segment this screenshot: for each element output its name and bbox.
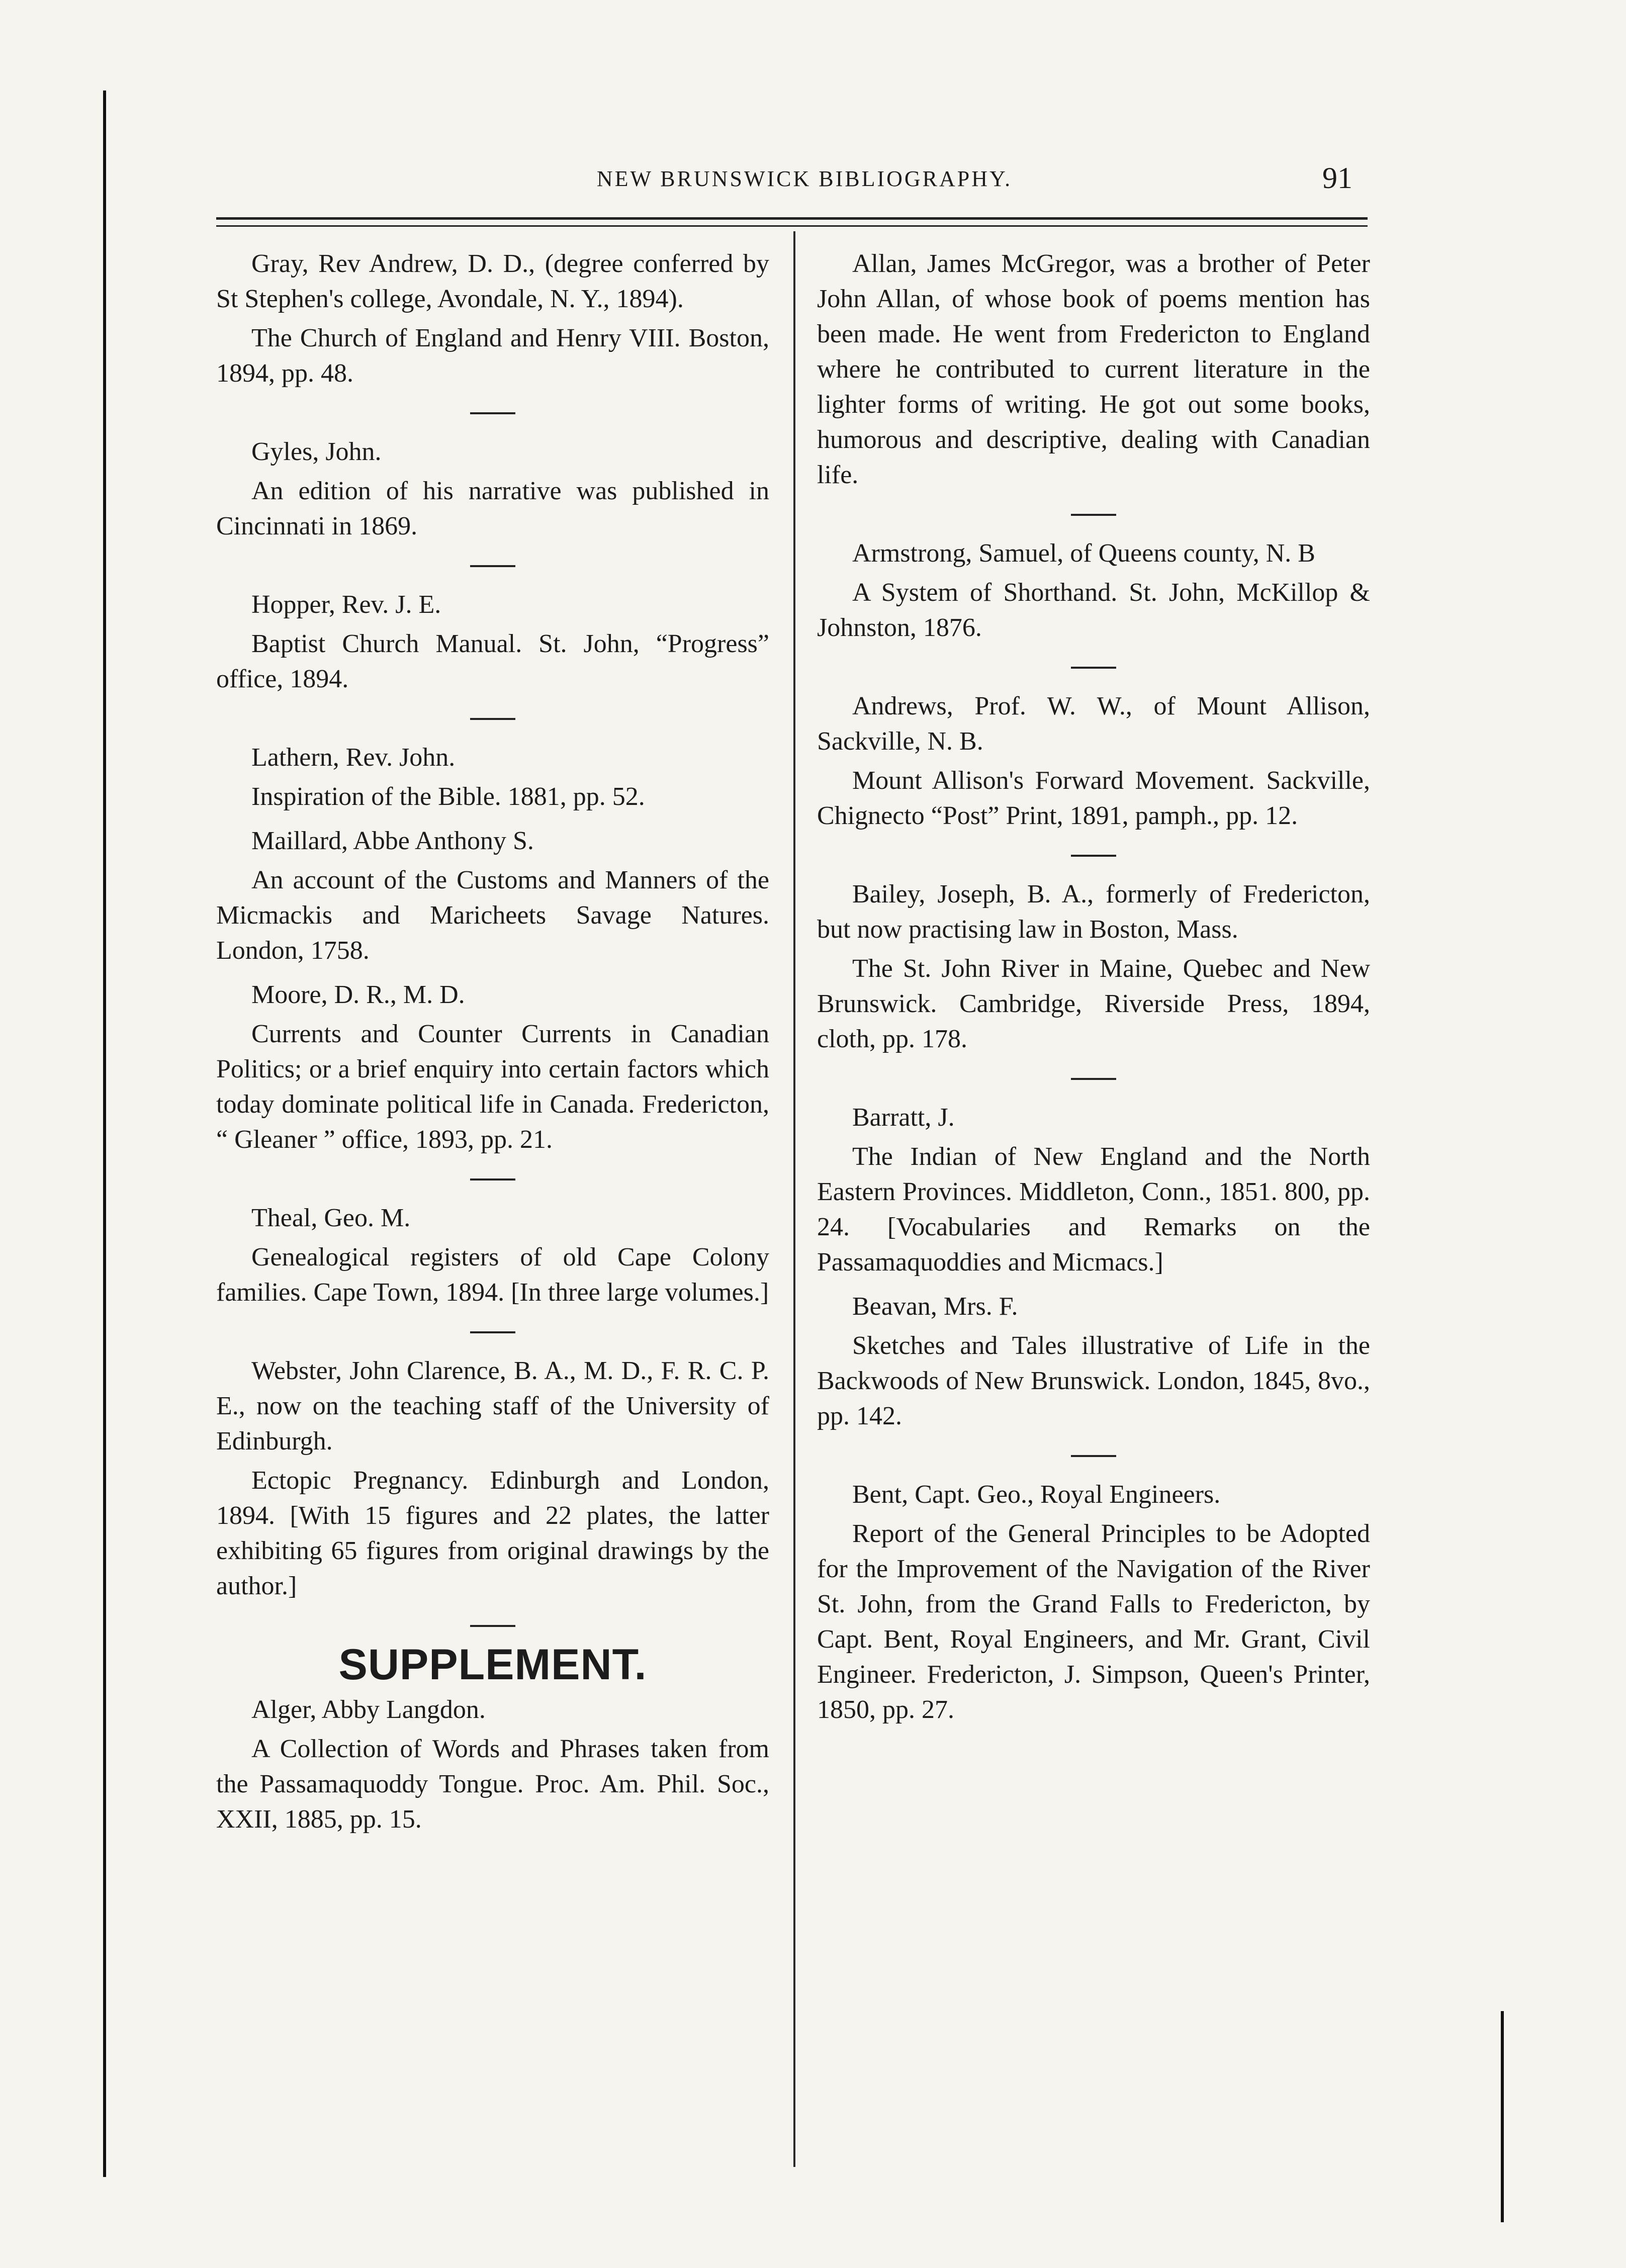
entry-body: Ectopic Pregnancy. Edinburgh and London, 1894. [With 15 figures and 22 plates, the latter exhibiting 65 figures from original drawings by the author.] bbox=[216, 1466, 769, 1600]
entry-heading: Maillard, Abbe Anthony S. bbox=[251, 827, 534, 855]
running-title: NEW BRUNSWICK BIBLIOGRAPHY. bbox=[596, 166, 1013, 191]
supplement-heading: SUPPLEMENT. bbox=[338, 1641, 647, 1689]
left-margin-mark bbox=[103, 90, 106, 2177]
entry-separator bbox=[1071, 667, 1116, 669]
header-rule-thin bbox=[216, 225, 1368, 227]
entry-separator bbox=[470, 1331, 515, 1333]
entry-heading: Allan, James McGregor, was a brother of Peter John Allan, of whose book of poems mention has been made. He went from Fredericton to England where he contributed to current literature in the lighter forms of writing. He got out some books, humorous and descriptive, dealing with Canadian life. bbox=[817, 249, 1370, 489]
entry-separator bbox=[1071, 1455, 1116, 1457]
header-rule-thick bbox=[216, 217, 1368, 220]
entry-body: The Indian of New England and the North Eastern Provinces. Middleton, Conn., 1851. 800, pp. 24. [Vocabularies and Remarks on the Passamaquoddies and Micmacs.] bbox=[817, 1142, 1370, 1277]
entry-body: The Church of England and Henry VIII. Boston, 1894, pp. 48. bbox=[216, 324, 769, 388]
entry-heading: Gyles, John. bbox=[251, 437, 382, 466]
entry-heading: Barratt, J. bbox=[852, 1103, 955, 1132]
entry-heading: Armstrong, Samuel, of Queens county, N. B bbox=[852, 539, 1315, 568]
right-column bbox=[817, 246, 1370, 1728]
entry-body: The St. John River in Maine, Quebec and New Brunswick. Cambridge, Riverside Press, 1894, cloth, pp. 178. bbox=[817, 954, 1370, 1053]
entry-body: Genealogical registers of old Cape Colony families. Cape Town, 1894. [In three large volumes.] bbox=[216, 1243, 769, 1307]
entry-heading: Bailey, Joseph, B. A., formerly of Fredericton, but now practising law in Boston, Mass. bbox=[817, 880, 1370, 944]
entry-heading: Hopper, Rev. J. E. bbox=[251, 590, 441, 619]
entry-body: An account of the Customs and Manners of the Micmackis and Maricheets Savage Natures. London, 1758. bbox=[216, 866, 769, 965]
entry-body: A Collection of Words and Phrases taken from the Passamaquoddy Tongue. Proc. Am. Phil. Soc., XXII, 1885, pp. 15. bbox=[216, 1735, 769, 1834]
entry-body: Currents and Counter Currents in Canadian Politics; or a brief enquiry into certain factors which today dominate political life in Canada. Fredericton, “ Gleaner ” office, 1893, pp. 21. bbox=[216, 1020, 769, 1154]
entry-heading: Beavan, Mrs. F. bbox=[852, 1292, 1018, 1321]
entry-heading: Theal, Geo. M. bbox=[251, 1204, 411, 1232]
entry-separator bbox=[470, 718, 515, 720]
entry-separator bbox=[470, 412, 515, 414]
entry-heading: Andrews, Prof. W. W., of Mount Allison, Sackville, N. B. bbox=[817, 692, 1370, 756]
entry-body: Baptist Church Manual. St. John, “Progress” office, 1894. bbox=[216, 629, 769, 693]
entry-heading: Gray, Rev Andrew, D. D., (degree conferred by St Stephen's college, Avondale, N. Y., 1894). bbox=[216, 249, 769, 313]
entry-body: Inspiration of the Bible. 1881, pp. 52. bbox=[251, 782, 645, 811]
entry-separator bbox=[470, 1625, 515, 1627]
entry-separator bbox=[1071, 514, 1116, 516]
left-column bbox=[216, 246, 769, 1837]
entry-body: Mount Allison's Forward Movement. Sackville, Chignecto “Post” Print, 1891, pamph., pp. 12. bbox=[817, 766, 1370, 830]
entry-body: Report of the General Principles to be Adopted for the Improvement of the Navigation of the River St. John, from the Grand Falls to Fredericton, by Capt. Bent, Royal Engineers, and Mr. Grant, Civil Engineer. Fredericton, J. Simpson, Queen's Printer, 1850, pp. 27. bbox=[817, 1519, 1370, 1724]
entry-separator bbox=[1071, 1078, 1116, 1080]
entry-separator bbox=[470, 1178, 515, 1181]
page-number: 91 bbox=[1322, 161, 1352, 195]
entry-heading: Alger, Abby Langdon. bbox=[251, 1695, 486, 1724]
right-margin-mark bbox=[1501, 2011, 1504, 2222]
entry-heading: Moore, D. R., M. D. bbox=[251, 980, 465, 1009]
entry-body: An edition of his narrative was published in Cincinnati in 1869. bbox=[216, 477, 769, 540]
column-divider bbox=[793, 231, 795, 2167]
entry-body: Sketches and Tales illustrative of Life in the Backwoods of New Brunswick. London, 1845, 8vo., pp. 142. bbox=[817, 1331, 1370, 1430]
entry-separator bbox=[1071, 855, 1116, 857]
entry-separator bbox=[470, 565, 515, 567]
entry-heading: Lathern, Rev. John. bbox=[251, 743, 456, 772]
entry-body: A System of Shorthand. St. John, McKillop & Johnston, 1876. bbox=[817, 578, 1370, 642]
entry-heading: Bent, Capt. Geo., Royal Engineers. bbox=[852, 1480, 1221, 1509]
entry-heading: Webster, John Clarence, B. A., M. D., F. R. C. P. E., now on the teaching staff of the University of Edinburgh. bbox=[216, 1356, 769, 1456]
